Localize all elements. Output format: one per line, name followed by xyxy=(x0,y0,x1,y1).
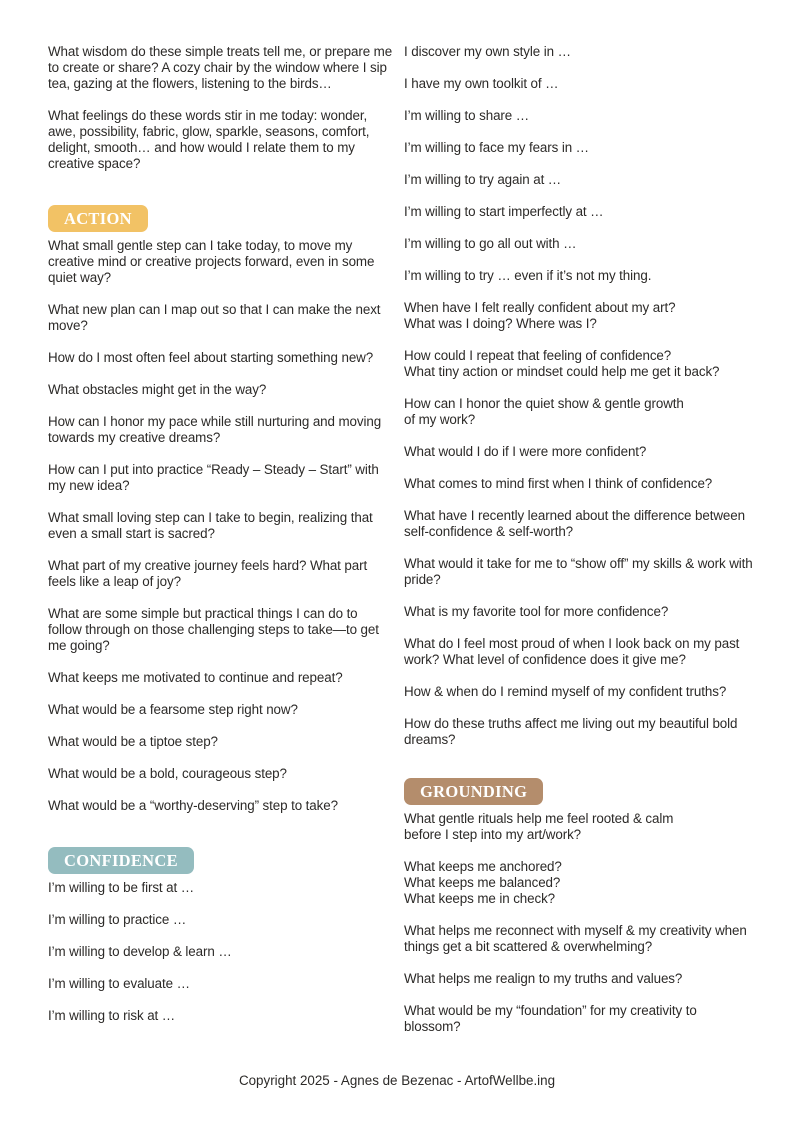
confidence-question: What is my favorite tool for more confidence? xyxy=(404,604,669,619)
copyright-footer: Copyright 2025 - Agnes de Bezenac - ArtofWellbe.ing xyxy=(238,1073,556,1088)
confidence-question: What would it take for me to “show off” my skills & work with pride? xyxy=(404,556,753,587)
section-badge-confidence: CONFIDENCE xyxy=(48,847,194,874)
action-question: How do I most often feel about starting something new? xyxy=(48,350,374,365)
confidence-question: I’m willing to develop & learn … xyxy=(48,944,232,959)
action-question: What keeps me motivated to continue and repeat? xyxy=(48,670,343,685)
action-question: What would be a “worthy-deserving” step to take? xyxy=(48,798,338,813)
confidence-question: I’m willing to share … xyxy=(404,108,530,123)
confidence-question: What would I do if I were more confident? xyxy=(404,444,647,459)
action-question: What small gentle step can I take today, to move my creative mind or creative projects forward, even in some quiet way? xyxy=(48,238,375,285)
intro-question: What feelings do these words stir in me today: wonder, awe, possibility, fabric, glow, sparkle, seasons, comfort, delight, smooth… and how would I relate them to my creative space? xyxy=(48,108,370,171)
action-question: What are some simple but practical things I can do to follow through on those challenging steps to take—to get me going? xyxy=(48,606,379,653)
confidence-question: I’m willing to go all out with … xyxy=(404,236,577,251)
confidence-question-list-right xyxy=(404,44,754,748)
action-question: What part of my creative journey feels hard? What part feels like a leap of joy? xyxy=(48,558,368,589)
section-badge-grounding: GROUNDING xyxy=(404,778,543,805)
action-question: What obstacles might get in the way? xyxy=(48,382,267,397)
action-question: What would be a tiptoe step? xyxy=(48,734,218,749)
action-question-list xyxy=(48,238,394,814)
grounding-question-list xyxy=(404,811,754,1035)
section-badge-action: ACTION xyxy=(48,205,148,232)
confidence-question: How do these truths affect me living out my beautiful bold dreams? xyxy=(404,716,738,747)
confidence-question: I’m willing to be first at … xyxy=(48,880,195,895)
action-question: What small loving step can I take to begin, realizing that even a small start is sacred? xyxy=(48,510,373,541)
confidence-question: How & when do I remind myself of my confident truths? xyxy=(404,684,727,699)
left-column xyxy=(48,44,394,1040)
action-question: How can I put into practice “Ready – Steady – Start” with my new idea? xyxy=(48,462,379,493)
action-question: How can I honor my pace while still nurturing and moving towards my creative dreams? xyxy=(48,414,382,445)
confidence-question: What do I feel most proud of when I look back on my past work? What level of confidence does it give me? xyxy=(404,636,740,667)
confidence-question: I’m willing to face my fears in … xyxy=(404,140,589,155)
confidence-question: I’m willing to start imperfectly at … xyxy=(404,204,604,219)
confidence-question: I’m willing to practice … xyxy=(48,912,187,927)
grounding-question: What helps me realign to my truths and values? xyxy=(404,971,683,986)
confidence-question: I’m willing to try … even if it’s not my thing. xyxy=(404,268,652,283)
intro-question: What wisdom do these simple treats tell me, or prepare me to create or share? A cozy chair by the window where I sip tea, gazing at the flowers, listening to the birds… xyxy=(48,44,393,91)
confidence-question: What have I recently learned about the difference between self-confidence & self-worth? xyxy=(404,508,745,539)
confidence-question: I’m willing to try again at … xyxy=(404,172,562,187)
confidence-question: I’m willing to risk at … xyxy=(48,1008,176,1023)
right-column xyxy=(404,44,754,1051)
confidence-question: How can I honor the quiet show & gentle growth of my work? xyxy=(404,396,684,427)
action-question: What would be a fearsome step right now? xyxy=(48,702,298,717)
grounding-question: What keeps me anchored? What keeps me balanced? What keeps me in check? xyxy=(404,859,562,906)
grounding-question: What gentle rituals help me feel rooted & calm before I step into my art/work? xyxy=(404,811,674,842)
action-question: What would be a bold, courageous step? xyxy=(48,766,287,781)
confidence-question: I have my own toolkit of … xyxy=(404,76,559,91)
grounding-question: What helps me reconnect with myself & my creativity when things get a bit scattered & overwhelming? xyxy=(404,923,747,954)
confidence-question: What comes to mind first when I think of confidence? xyxy=(404,476,713,491)
action-question: What new plan can I map out so that I can make the next move? xyxy=(48,302,381,333)
confidence-question: When have I felt really confident about my art? What was I doing? Where was I? xyxy=(404,300,676,331)
grounding-question: What would be my “foundation” for my creativity to blossom? xyxy=(404,1003,697,1034)
confidence-question: I discover my own style in … xyxy=(404,44,571,59)
confidence-question: How could I repeat that feeling of confidence? What tiny action or mindset could help me get it back? xyxy=(404,348,720,379)
confidence-question: I’m willing to evaluate … xyxy=(48,976,190,991)
confidence-question-list-left xyxy=(48,880,394,1024)
